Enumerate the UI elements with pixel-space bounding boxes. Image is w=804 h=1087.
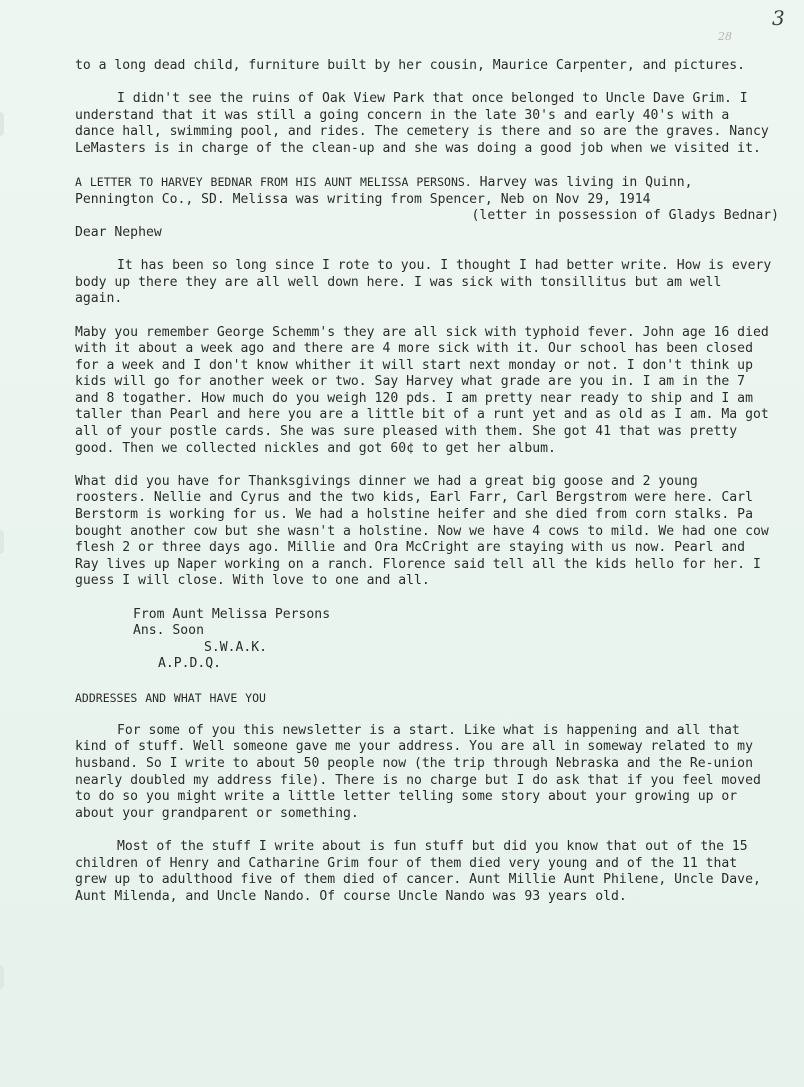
letter-salutation: Dear Nephew [75,224,162,240]
signature-line: From Aunt Melissa Persons [133,606,331,622]
closing-paragraph: For some of you this newsletter is a start. Like what is happening and all that kind of stuff. Well someone gave me your address. You are all in someway related to my husband. So I write to about 50 people now (the trip through Nebraska and the Re-union nearly doubled my address file). There is no charge but I do ask that if you feel moved to do so you might write a little letter telling some story about your growing up or about your grandparent or something. [75,722,769,821]
signature-line: S.W.A.K. [204,639,268,655]
page-edge-mark [0,530,4,554]
page-number: 3 [772,6,785,30]
letter-signature [133,607,775,673]
letter-heading: A LETTER TO HARVEY BEDNAR FROM HIS AUNT MELISSA PERSONS. [75,175,472,190]
signature-line: Ans. Soon [133,623,204,639]
margin-note: 28 [718,30,732,43]
page-edge-mark [0,965,4,989]
letter-paragraph: What did you have for Thanksgivings dinner we had a great big goose and 2 young roosters. Nellie and Cyrus and the two kids, Earl Farr, Carl Bergstrom were here. Carl Berstorm is working for us. We had a holstine heifer and she died from corn stalks. Pa bought another cow but she wasn't a holstine. Now we have 4 cows to mild. We had one cow flesh 2 or three days ago. Millie and Ora McCright are staying with us now. Pearl and Ray lives up Naper working on a ranch. Florence said tell all the kids hello for her. I guess I will close. With love to one and all. [75,473,777,589]
letter-possession-note: (letter in possession of Gladys Bednar) [471,208,779,224]
signature-line: A.P.D.Q. [158,656,222,672]
letter-paragraph: It has been so long since I rote to you. I thought I had better write. How is every body up there they are all well down here. I was sick with tonsillitus but am well again. [75,258,780,307]
letter-intro-text: Harvey was living in Quinn, Pennington Co., SD. Melissa was writing from Spencer, Neb on Nov 29, 1914 [75,175,701,207]
document-body [75,58,780,922]
page-edge-mark [0,112,4,136]
letter-paragraph: Maby you remember George Schemm's they are all sick with typhoid fever. John age 16 died with it about a week ago and there are 4 more sick with it. Our school has been closed for a week and I don't know whither it will start next monday or not. I don't think up kids will go for another week or two. Say Harvey what grade are you in. I am in the 7 and 8 togather. How much do you weigh 120 pds. I am pretty near ready to ship and I am taller than Pearl and here you are a little bit of a runt yet and as old as I am. Ma got all of your postle cards. She was sure pleased with them. She got 41 that was pretty good. Then we collected nickles and got 60¢ to get her album. [75,324,777,456]
section-heading: ADDRESSES AND WHAT HAVE YOU [75,690,266,705]
closing-paragraph: Most of the stuff I write about is fun stuff but did you know that out of the 15 children of Henry and Catharine Grim four of them died very young and of the 11 that grew up to adulthood five of them died of cancer. Aunt Millie Aunt Philene, Uncle Dave, Aunt Milenda, and Uncle Nando. Of course Uncle Nando was 93 years old. [75,838,769,904]
continuation-paragraph: to a long dead child, furniture built by her cousin, Maurice Carpenter, and pictures. [75,58,746,73]
oak-view-park-paragraph: I didn't see the ruins of Oak View Park that once belonged to Uncle Dave Grim. I understand that it was still a going concern in the late 30's and early 40's with a dance hall, swimming pool, and rides. The cemetery is there and so are the graves. Nancy LeMasters is in charge of the clean-up and she was doing a good job when we visited it. [75,91,777,156]
letter-intro [75,174,775,208]
